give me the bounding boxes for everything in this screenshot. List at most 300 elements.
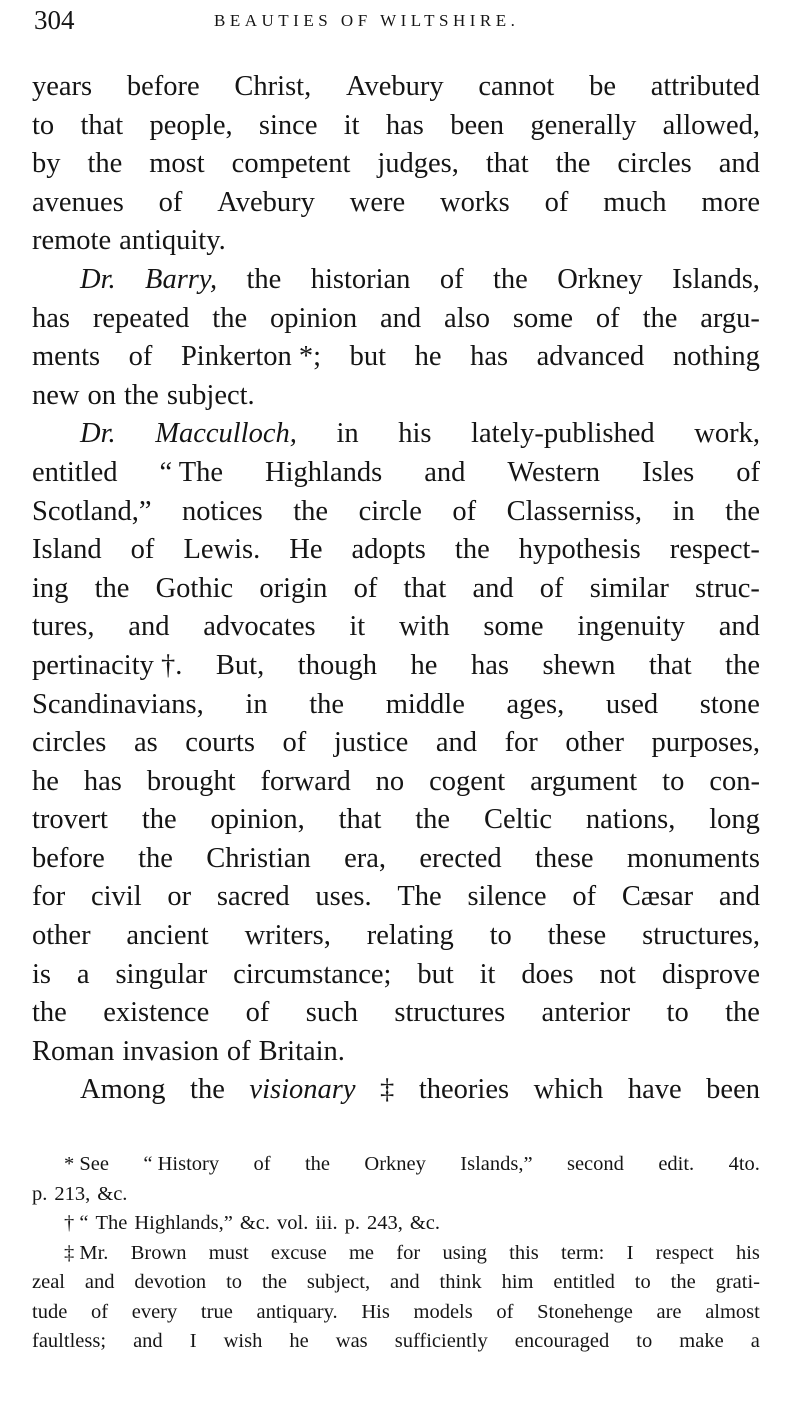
word: avenues (32, 186, 124, 218)
word: make (679, 1330, 724, 1352)
word: to (226, 1271, 243, 1293)
word: Orkney (557, 263, 643, 295)
word: of (544, 186, 569, 218)
word: such (305, 997, 358, 1029)
word: Britain. (258, 1035, 345, 1067)
word: be (589, 71, 616, 102)
word: and (380, 302, 422, 334)
footnote-line (32, 1298, 760, 1328)
word: Orkney (364, 1153, 426, 1175)
word: courts (185, 727, 255, 759)
word: similar (589, 572, 669, 604)
word: cogent (429, 765, 506, 797)
word: nothing (672, 341, 760, 373)
word: relating (366, 920, 454, 952)
word: of (158, 186, 183, 218)
word: models (413, 1300, 473, 1323)
word: anterior (541, 997, 631, 1029)
word: his (398, 418, 432, 450)
word: Highlands (265, 456, 383, 488)
word: circumstance; (233, 958, 392, 990)
footnotes (32, 1150, 760, 1357)
word: was (335, 1330, 368, 1352)
word: I (626, 1241, 634, 1264)
word: he (289, 1330, 309, 1352)
word: forward (260, 765, 351, 797)
word: † “ (64, 1212, 89, 1234)
word: Islands,” (460, 1153, 533, 1175)
word: with (398, 611, 450, 643)
word: since (258, 109, 318, 141)
word: work, (694, 418, 760, 450)
word: to (662, 765, 685, 797)
word: He (289, 534, 323, 566)
word: been (706, 1074, 760, 1106)
word: second (566, 1153, 624, 1175)
word: Western (507, 456, 600, 488)
word: the (725, 649, 760, 681)
word: other (32, 920, 91, 952)
word: allowed, (662, 109, 760, 141)
word: think (439, 1271, 482, 1293)
word: Gothic (155, 572, 234, 604)
word: subject. (166, 379, 255, 411)
word: remote (32, 225, 112, 257)
word: judges, (377, 148, 459, 180)
word: Island (32, 534, 102, 566)
word: * See (64, 1153, 109, 1175)
word: shewn (542, 649, 616, 681)
word: of (253, 1153, 271, 1175)
word: excuse (270, 1241, 327, 1264)
word: the (415, 804, 451, 836)
word: the (555, 148, 591, 180)
word: ments (32, 341, 101, 373)
text-line (32, 840, 760, 879)
word: must (208, 1241, 249, 1264)
running-head (34, 4, 774, 36)
word: using (442, 1241, 487, 1264)
word: some (483, 611, 544, 643)
word: of (130, 534, 155, 566)
word: circle (358, 495, 422, 527)
word: &c. (239, 1212, 271, 1234)
word: Scandinavians, (32, 688, 204, 720)
word: stone (699, 688, 760, 720)
word: the (725, 495, 760, 527)
word: attributed (650, 71, 760, 102)
word: other (565, 727, 624, 759)
word: writers, (244, 920, 331, 952)
word: 4to. (728, 1153, 760, 1175)
word: opinion, (210, 804, 305, 836)
word: opinion (270, 302, 358, 334)
word: for (396, 1241, 421, 1264)
word: his (735, 1241, 760, 1264)
word: these (535, 842, 594, 874)
text-line (32, 608, 760, 647)
word: the (642, 302, 678, 334)
word: some (512, 302, 574, 334)
word: no (375, 765, 405, 797)
word: has (385, 109, 424, 141)
word: 243, (366, 1212, 403, 1234)
word: antiquary. (256, 1300, 338, 1323)
word: also (444, 302, 490, 334)
word: of (736, 456, 760, 488)
word: of (90, 1300, 109, 1323)
word: these (547, 920, 607, 952)
text-line (32, 145, 760, 184)
word: “ The (159, 456, 224, 488)
word: a (750, 1330, 760, 1352)
word: sufficiently (394, 1330, 488, 1352)
word: as (133, 727, 158, 759)
word: cannot (478, 71, 555, 102)
word: the (87, 148, 123, 180)
word: which (533, 1074, 604, 1106)
word: Dr. (80, 263, 116, 295)
word: almost (705, 1300, 760, 1323)
word: pertinacity †. (32, 649, 183, 681)
text-line (32, 1033, 760, 1072)
word: monuments (626, 842, 760, 874)
word: justice (333, 727, 409, 759)
word: for (32, 881, 66, 913)
word: Barry, (145, 263, 218, 295)
word: Cæsar (621, 881, 694, 913)
word: Brown (130, 1241, 187, 1264)
word: in (245, 688, 268, 720)
text-line (32, 300, 760, 339)
word: not (599, 958, 636, 990)
word: visionary (249, 1074, 356, 1106)
word: existence (103, 997, 210, 1029)
word: invasion (122, 1035, 219, 1067)
word: era, (344, 842, 387, 874)
word: the (32, 997, 67, 1029)
word: the (670, 1271, 696, 1293)
word: generally (530, 109, 637, 141)
word: this (509, 1241, 539, 1264)
word: faultless; (32, 1330, 107, 1352)
word: Stonehenge (537, 1300, 633, 1323)
word: disprove (661, 958, 760, 990)
text-line (32, 222, 760, 261)
word: by (32, 148, 61, 180)
word: new (32, 379, 80, 411)
word: Macculloch, (155, 418, 297, 450)
word: uses. (315, 881, 372, 913)
text-line (32, 763, 760, 802)
word: before (32, 842, 105, 874)
text-line (32, 184, 760, 223)
word: the (309, 688, 345, 720)
word: singular (115, 958, 208, 990)
word: Celtic (483, 804, 553, 836)
word: and (472, 572, 514, 604)
word: and (718, 148, 760, 180)
word: true (200, 1300, 233, 1323)
word: circles (32, 727, 107, 759)
word: though (297, 649, 377, 681)
word: and (390, 1271, 420, 1293)
text-line (32, 801, 760, 840)
word: ‡ (380, 1074, 395, 1106)
word: term: (561, 1241, 605, 1264)
word: The (95, 1212, 128, 1234)
word: to (666, 997, 689, 1029)
word: much (603, 186, 667, 218)
word: grati- (715, 1271, 760, 1293)
word: of (452, 495, 477, 527)
word: of (595, 302, 620, 334)
footnote-line (32, 1239, 760, 1269)
word: p. (32, 1182, 48, 1205)
word: iii. (315, 1212, 338, 1234)
text-line (32, 686, 760, 725)
word: p. (344, 1212, 360, 1234)
word: in (336, 418, 359, 450)
word: trovert (32, 804, 108, 836)
word: &c. (409, 1212, 440, 1234)
word: of (439, 263, 464, 295)
word: respect (655, 1241, 714, 1264)
word: tures, (32, 611, 95, 643)
text-line (32, 68, 760, 107)
word: most (149, 148, 205, 180)
word: he (32, 765, 59, 797)
word: origin (259, 572, 328, 604)
word: silence (467, 881, 547, 913)
word: Lewis. (183, 534, 261, 566)
word: of (539, 572, 564, 604)
word: the (141, 804, 177, 836)
word: to (489, 920, 512, 952)
word: notices (182, 495, 263, 527)
word: encouraged (514, 1330, 610, 1352)
word: of (128, 341, 153, 373)
word: entitled (32, 456, 118, 488)
text-line (32, 647, 760, 686)
word: circles (617, 148, 692, 180)
word: nations, (585, 804, 676, 836)
word: to (636, 1330, 653, 1352)
word: were (349, 186, 406, 218)
text-line (32, 956, 760, 995)
word: vol. (277, 1212, 309, 1234)
word: and (84, 1271, 115, 1293)
word: has (32, 302, 70, 334)
word: ages, (506, 688, 565, 720)
word: he (414, 341, 442, 373)
word: the (94, 572, 130, 604)
word: on (87, 379, 116, 411)
word: hypothesis (518, 534, 641, 566)
word: con- (709, 765, 760, 797)
word: erected (419, 842, 502, 874)
word: Roman (32, 1035, 115, 1067)
word: competent (231, 148, 351, 180)
word: the (261, 1271, 287, 1293)
word: His (361, 1300, 390, 1323)
footnote-line (32, 1327, 760, 1357)
word: lately-published (471, 418, 655, 450)
word: the (138, 842, 173, 874)
word: it (479, 958, 496, 990)
word: Classerniss, (506, 495, 642, 527)
word: entitled (553, 1271, 615, 1293)
word: brought (146, 765, 236, 797)
word: of (245, 997, 270, 1029)
word: The (397, 881, 442, 913)
word: the (246, 263, 282, 295)
text-line (32, 261, 760, 300)
word: does (521, 958, 574, 990)
word: argu- (700, 302, 760, 334)
word: and (424, 456, 466, 488)
word: purposes, (651, 727, 760, 759)
word: works (440, 186, 510, 218)
word: for (504, 727, 538, 759)
word: civil (90, 881, 142, 913)
running-title: BEAUTIES OF WILTSHIRE. (214, 11, 520, 30)
word: antiquity. (119, 225, 226, 257)
word: has (470, 341, 509, 373)
text-line (32, 415, 760, 454)
text-line (32, 454, 760, 493)
word: Isles (641, 456, 695, 488)
word: that (80, 109, 124, 141)
word: him (501, 1271, 534, 1293)
word: years (32, 71, 93, 102)
word: that (403, 572, 447, 604)
text-line (32, 377, 760, 416)
word: in (672, 495, 695, 527)
word: and (133, 1330, 163, 1352)
word: every (131, 1300, 178, 1323)
text-line (32, 107, 760, 146)
word: structures (394, 997, 506, 1029)
word: the (304, 1153, 331, 1175)
footnote-line (32, 1268, 760, 1298)
word: ‡ Mr. (64, 1241, 109, 1264)
word: is (32, 958, 52, 990)
word: or (167, 881, 192, 913)
text-line (32, 338, 760, 377)
word: ingenuity (577, 611, 685, 643)
word: ing (32, 572, 69, 604)
word: historian (310, 263, 411, 295)
word: long (709, 804, 760, 836)
word: devotion (134, 1271, 207, 1293)
word: Christ, (234, 71, 312, 102)
word: I (189, 1330, 197, 1352)
text-line (32, 570, 760, 609)
word: wish (223, 1330, 263, 1352)
text-line (32, 1071, 760, 1110)
word: to (634, 1271, 651, 1293)
word: but (349, 341, 387, 373)
text-line (32, 493, 760, 532)
word: Dr. (80, 418, 116, 450)
text-line (32, 724, 760, 763)
word: But, (215, 649, 265, 681)
word: and (435, 727, 477, 759)
word: of (226, 1035, 251, 1067)
text-line (32, 917, 760, 956)
word: adopts (351, 534, 426, 566)
word: and (718, 881, 760, 913)
word: structures, (642, 920, 760, 952)
word: “ History (143, 1153, 220, 1175)
text-line (32, 994, 760, 1033)
word: used (605, 688, 659, 720)
word: Among (80, 1074, 166, 1106)
word: that (648, 649, 692, 681)
word: advocates (203, 611, 316, 643)
word: it (343, 109, 360, 141)
word: of (282, 727, 307, 759)
word: zeal (32, 1271, 65, 1293)
word: sacred (216, 881, 290, 913)
word: he (410, 649, 438, 681)
text-line (32, 531, 760, 570)
word: of (572, 881, 597, 913)
footnote-line (32, 1150, 760, 1180)
word: that (485, 148, 529, 180)
word: but (417, 958, 454, 990)
word: are (656, 1300, 682, 1323)
word: the (212, 302, 248, 334)
word: Avebury (217, 186, 315, 218)
word: respect- (669, 534, 760, 566)
text-line (32, 878, 760, 917)
word: &c. (97, 1182, 128, 1205)
footnote-line (32, 1209, 760, 1239)
word: tude (32, 1300, 68, 1323)
word: before (126, 71, 200, 102)
word: ancient (126, 920, 209, 952)
word: repeated (92, 302, 190, 334)
word: has (83, 765, 122, 797)
word: and (128, 611, 170, 643)
word: me (348, 1241, 375, 1264)
word: Highlands,” (134, 1212, 233, 1234)
word: theories (418, 1074, 510, 1106)
body-text (32, 68, 760, 1110)
word: the (190, 1074, 225, 1106)
word: of (496, 1300, 514, 1323)
word: the (492, 263, 528, 295)
word: Avebury (345, 71, 444, 102)
word: struc- (695, 572, 760, 604)
word: to (32, 109, 55, 141)
word: and (718, 611, 760, 643)
word: of (353, 572, 378, 604)
footnote-line (32, 1180, 760, 1210)
word: the (725, 997, 760, 1029)
word: Islands, (672, 263, 760, 295)
page-number: 304 (34, 5, 75, 35)
word: been (450, 109, 505, 141)
word: Christian (206, 842, 311, 874)
word: 213, (54, 1182, 91, 1205)
word: have (627, 1074, 682, 1106)
word: the (123, 379, 159, 411)
word: subject, (306, 1271, 371, 1293)
word: that (338, 804, 382, 836)
